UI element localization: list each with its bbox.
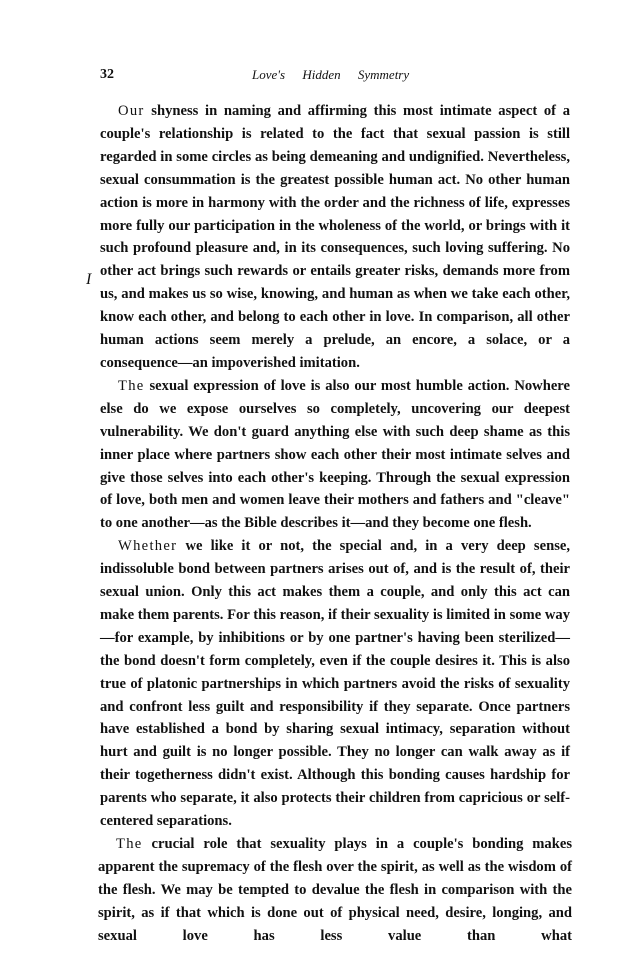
- paragraph-4: [98, 833, 572, 948]
- paragraph-lead-word: Our: [118, 103, 145, 119]
- paragraph-3: [100, 535, 570, 833]
- paragraph-lead-word: Whether: [118, 538, 178, 555]
- paragraph-text: sexual expression of love is also our most humble action. Nowhere else do we expose ourselves so completely, uncovering our deepest vulnerability. We don't guard anything else with such deep shame as this inner place where partners show each other their most intimate selves and give those selves into each other's keeping. Through the sexual expression of love, both men and women leave their mothers and fathers and "cleave" to one another—as the Bible describes it—and they become one flesh.: [100, 377, 570, 532]
- paragraph-lead-word: The: [118, 377, 145, 394]
- running-title: Love's Hidden Symmetry: [252, 67, 410, 82]
- paragraph-lead-word: The: [116, 836, 143, 852]
- paragraph-2: [100, 375, 570, 535]
- running-header: [100, 67, 570, 87]
- paragraph-text: crucial role that sexuality plays in a couple's bonding makes apparent the supremacy of the flesh over the spirit, as well as the wisdom of the flesh. We may be tempted to devalue the flesh in comparison with the spirit, as if that which is done out of physical need, desire, longing, and sexual love has less value than what: [98, 836, 573, 944]
- paragraph-text: we like it or not, the special and, in a very deep sense, indissoluble bond between partners arises out of, and is the result of, their sexual union. Only this act makes them a couple, and only this act can make them parents. For this reason, if their sexuality is limited in some way—for example, by inhibitions or by one partner's having been sterilized—the bond doesn't form completely, even if the couple desires it. This is also true of platonic partnerships in which partners avoid the risks of sexuality and confront less guilt and responsibility if they separate. Once partners have established a bond by sharing sexual intimacy, separation without hurt and guilt is no longer possible. They no longer can walk away as if their togetherness didn't exist. Although this bonding causes hardship for parents who separate, it also protects their children from capricious or self-centered separations.: [100, 538, 570, 830]
- margin-mark: I: [86, 271, 92, 288]
- paragraph-text: shyness in naming and affirming this most intimate aspect of a couple's relationship is related to the fact that sexual passion is still regarded in some circles as being demeaning and undignified. Nevertheless, sexual consummation is the greatest possible human act. No other human action is more in harmony with the order and the richness of life, expresses more fully our participation in the wholeness of the world, or brings with it such profound pleasure and, in its consequences, such loving suffering. No other act brings such rewards or entails greater risks, demands more from us, and makes us so wise, knowing, and human as when we take each other, know each other, and belong to each other in love. In comparison, all other human actions seem merely a prelude, an encore, a solace, or a consequence—an impoverished imitation.: [100, 103, 570, 371]
- paragraph-1: [100, 100, 570, 375]
- page-number: 32: [100, 67, 114, 82]
- body-text: [86, 100, 573, 948]
